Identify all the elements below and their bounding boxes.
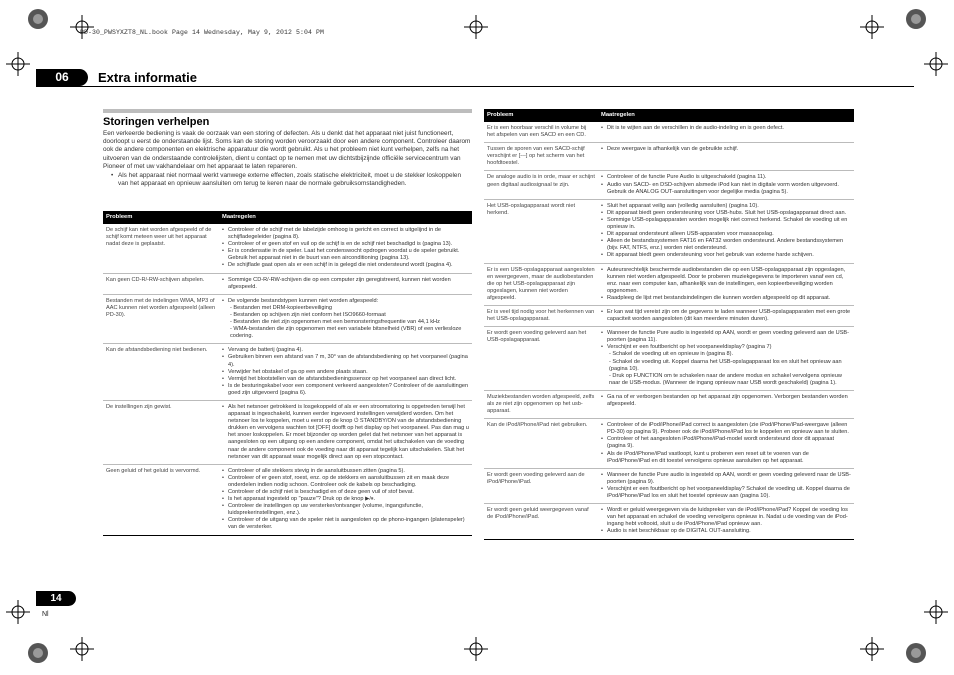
section-rule: [103, 109, 472, 113]
solution-bullet: • Als de iPod/iPhone/iPad vastloopt, kunt u proberen een reset uit te voeren van de iPod/iPhone/iPad en dit toestel vervolgens opnieuw aansluiten op het apparaat.: [601, 451, 851, 465]
solution-subitem: - Schakel de voeding uit. Koppel daarna het USB-opslagapparaat los en sluit het opnieuw aan (pagina 10).: [609, 358, 842, 372]
solution-cell: [219, 294, 472, 344]
solution-bullet: • Sommige USB-opslagapparaten worden mogelijk niet correct herkend. Schakel de voeding uit en opnieuw in.: [601, 217, 851, 231]
table-row: [103, 464, 472, 535]
solution-bullet: • Controleer of de schijf met de labelzijde omhoog is gericht en correct is uitgelijnd in de schijfladegeleider (pagina 8).: [222, 227, 469, 241]
solution-bullet: • Deze weergave is afhankelijk van de gebruikte schijf.: [601, 146, 851, 153]
solution-bullet: • Verschijnt er een fouttbericht op het voorpaneeldisplay? Schakel de voeding uit. Koppel daarna de iPod/iPhone/iPad los en sluit het toestel opnieuw aan (pagina 10).: [601, 486, 851, 500]
problem-cell: Tussen de sporen van een SACD-schijf verschijnt er [---] op het scherm van het hoofdtoestel.: [484, 143, 598, 171]
problem-cell: Kan de iPod/iPhone/iPad niet gebruiken.: [484, 419, 598, 469]
problem-cell: Kan geen CD-R/-RW-schijven afspelen.: [103, 273, 219, 294]
table-row: [103, 273, 472, 294]
solution-subitem: - Bestanden met DRM-kopieerbeveiliging: [230, 304, 332, 311]
solution-bullet: • Auteursrechtelijk beschermde audiobestanden die op een USB-opslagapparaat zijn opgeslagen, kunnen niet worden afgespeeld. Door te proberen muziekgegevens te importeren vanaf een cd, enz. naar een computer kan, afhankelijk van de instellingen, een kopieerbeveiliging worden opgenomen.: [601, 267, 851, 295]
solution-bullet: • Er is condensatie in de speler. Laat het condenswocht opdrogen voordat u de speler gebruikt. Gebruik het apparaat niet in de buurt van een airconditioning (pagina 13).: [222, 248, 469, 262]
crosshair-icon: [924, 600, 948, 624]
solution-cell: [598, 504, 854, 539]
solution-cell: [219, 273, 472, 294]
table-row: [484, 390, 854, 418]
solution-bullet: • Sluit het apparaat veilig aan (volledig aansluiten) (pagina 10).: [601, 203, 851, 210]
solution-bullet: • Raadpleeg de lijst met bestandsindelingen die kunnen worden afgespeeld op dit apparaat.: [601, 295, 851, 302]
solution-bullet: • Controleer of de functie Pure Audio is uitgeschakeld (pagina 11).: [601, 174, 851, 181]
problem-cell: Het USB-opslagapparaat wordt niet herkend.: [484, 199, 598, 263]
solution-cell: [598, 468, 854, 503]
crosshair-icon: [860, 15, 884, 39]
solution-bullet: • Dit is te wijten aan de verschillen in de audio-indeling en is geen defect.: [601, 125, 851, 132]
solution-bullet: • Wanneer de functie Pure audio is ingesteld op AAN, wordt er geen voeding geleverd aan de USB-poorten (pagina 11).: [601, 330, 851, 344]
solution-bullet: • Dit apparaat biedt geen ondersteuning voor het gebruik van externe harde schijven.: [601, 252, 851, 259]
table-row: [484, 122, 854, 143]
solution-bullet: • Controleer of de iPod/iPhone/iPad correct is aangesloten (zie iPod/iPhone/iPad-weergave (alleen PD-30) op pagina 9). Probeer ook de iPod/iPhone/iPad los te koppelen en opnieuw aan te sluiten.: [601, 422, 851, 436]
solution-bullet: • Wordt er geluid weergegeven via de luidspreker van de iPod/iPhone/iPad? Koppel de voeding los van het apparaat en schakel de voeding vervolgens opnieuw in. Nadat u de voeding van de iPod-ingang hebt voltooid, sluit u de iPod/iPhone/iPad opnieuw aan.: [601, 507, 851, 528]
solution-bullet: • Verwijder het obstakel of ga op een andere plaats staan.: [222, 369, 469, 376]
solution-bullet: • Verschijnt er een fouttbericht op het voorpaneeldisplay? (pagina 7): [601, 344, 851, 351]
section-intro: [103, 130, 472, 188]
solution-cell: [219, 400, 472, 464]
problem-cell: Kan de afstandsbediening niet bedienen.: [103, 344, 219, 401]
problem-cell: Er is veel tijd nodig voor het herkennen van het USB-opslagapparaat.: [484, 305, 598, 326]
table-row: [484, 419, 854, 469]
solution-bullet: • Ga na of er verborgen bestanden op het apparaat zijn opgenomen. Verborgen bestanden worden afgespeeld.: [601, 394, 851, 408]
solution-bullet: • De volgende bestandstypen kunnen niet worden afgespeeld:: [222, 298, 469, 305]
chapter-number: 06: [36, 69, 88, 86]
problem-cell: Geen geluid of het geluid is vervormd.: [103, 464, 219, 535]
table-row: [103, 294, 472, 344]
solution-cell: [598, 263, 854, 305]
page-number: 14: [36, 591, 76, 606]
crosshair-icon: [464, 15, 488, 39]
solution-bullet: • Sommige CD-R/-RW-schijven die op een computer zijn geregistreerd, kunnen niet worden afgespeeld.: [222, 277, 469, 291]
crosshair-icon: [464, 637, 488, 661]
registration-mark-icon: [26, 641, 50, 665]
table-row: [484, 504, 854, 539]
crosshair-icon: [860, 637, 884, 661]
table-row: [484, 143, 854, 171]
intro-bullet: • Als het apparaat niet normaal werkt vanwege externe effecten, zoals statische elektriciteit, moet u de stekker loskoppelen van het apparaat en opnieuw aansluiten om terug te keren naar de normale gebruiksomstandigheden.: [111, 172, 472, 188]
problem-cell: Bestanden met de indelingen WMA, MP3 of AAC kunnen niet worden afgespeeld (alleen PD-30).: [103, 294, 219, 344]
registration-mark-icon: [26, 7, 50, 31]
solution-subitem: - Bestanden die niet zijn opgenomen met een bemonsteringsfrequentie van 44,1 kHz: [230, 319, 440, 326]
solution-cell: [598, 122, 854, 143]
solution-bullet: • Dit apparaat biedt geen ondersteuning voor USB-hubs. Sluit het USB-opslagapparaat direct aan.: [601, 210, 851, 217]
solution-bullet: • Audio van SACD- en DSD-schijven alsmede iPod kan niet in digitale vorm worden uitgevoerd. Gebruik de ANALOG OUT-aansluitingen voor degelijke media (pagina 5).: [601, 182, 851, 196]
solution-cell: [598, 419, 854, 469]
solution-bullet: • Gebruiken binnen een afstand van 7 m, 30° van de afstandsbediening op het voorpaneel (pagina 4).: [222, 354, 469, 368]
problem-cell: De schijf kan niet worden afgespeeld of de schijf komt meteen weer uit het apparaat nadat deze is geplaatst.: [103, 224, 219, 273]
solution-bullet: • Controleer of er geen stof, roest, enz. op de stekkers en aansluitbussen zit en maak deze onderdelen indien nodig schoon. Controleer ook de kabels op beschadiging.: [222, 475, 469, 489]
table-row: [484, 327, 854, 391]
solution-bullet: • Vervang de batterij (pagina 4).: [222, 347, 469, 354]
table-row: [103, 344, 472, 401]
solution-bullet: • Is het apparaat ingesteld op "pauze"? Druk op de knop ▶/⏸.: [222, 496, 469, 503]
solution-cell: [219, 224, 472, 273]
page-language: Nl: [42, 611, 49, 618]
solution-bullet: • Als het netsnoer getrokkerd is losgekoppeld of als er een stroomstoring is opgetreden terwijl het apparaat is ingeschakeld, kunnen eerder ingevoerd instellingen verwijderd worden. Om het netsnoer los te koppelen, moet u eerst op de knop ⏻ STANDBY/ON van de afstandsbediening drukken en vervolgens wachten tot [OFF] doofft op het display op het voorpaneel. Pas dan mag u het snoer loskoppelen. Er moet bijzonder op worden gelet dat het netsnoer van het apparaat is aangesloten op een uitgang op een andere component, omdat het uitschakelen van de voeding naar de andere component ook de voeding naar dit apparaat tegelijk kan uitschakelen. Sluit het netsnoer van dit apparaat waar mogelijk direct aan op een stopcontact.: [222, 404, 469, 461]
crosshair-icon: [6, 600, 30, 624]
column-header-problem: Probleem: [103, 211, 219, 224]
solution-bullet: • Dit apparaat ondersteunt alleen USB-apparaten voor massaopslag.: [601, 231, 851, 238]
solution-bullet: • Controleer de instellingen op uw versterker/ontvanger (volume, ingangsfunctie, luidsprekerinstellingen, enz.).: [222, 503, 469, 517]
troubleshooting-table-left: [103, 211, 472, 536]
print-header: PD-30_PWSYXZT8_NL.book Page 14 Wednesday, May 9, 2012 5:04 PM: [80, 29, 325, 36]
solution-bullet: • Audio is niet beschikbaar op de DIGITAL OUT-aansluiting.: [601, 528, 851, 535]
solution-cell: [219, 344, 472, 401]
table-row: [484, 199, 854, 263]
table-row: [484, 263, 854, 305]
chapter-title: Extra informatie: [98, 70, 197, 85]
table-row: [484, 171, 854, 199]
crosshair-icon: [924, 52, 948, 76]
problem-cell: De analoge audio is in orde, maar er schijnt geen digitaal audiosignaal te zijn.: [484, 171, 598, 199]
table-row: [484, 468, 854, 503]
solution-cell: [598, 327, 854, 391]
problem-cell: De instellingen zijn gewist.: [103, 400, 219, 464]
table-row: [103, 400, 472, 464]
table-row: [484, 305, 854, 326]
problem-cell: Muziekbestanden worden afgespeeld, zelfs als ze niet zijn opgenomen op het usb-apparaat.: [484, 390, 598, 418]
crosshair-icon: [70, 637, 94, 661]
solution-subitem: - Schakel de voeding uit en opnieuw in (pagina 8).: [609, 351, 734, 358]
registration-mark-icon: [904, 641, 928, 665]
intro-paragraph: Een verkeerde bediening is vaak de oorzaak van een storing of defecten. Als u denkt dat het apparaat niet juist functioneert, doorloopt u eerst de onderstaande lijst. Soms kan de storing worden veroorzaakt door een andere component. Controleer daarom ook de andere componenten en elektrische apparatuur die wordt gebruikt. Als u het probleem niet kunt verhelpen, zelfs na het uitvoeren van de onderstaande controlelijsten, dient u contact op te nemen met uw dichtstbijzijnde officiële servicecentrum van Pioneer of met uw vakhandelaar om het apparaat te laten repareren.: [103, 130, 471, 170]
solution-cell: [598, 143, 854, 171]
solution-bullet: • Wanneer de functie Pure audio is ingesteld op AAN, wordt er geen voeding geleverd naar de USB-poorten (pagina 9).: [601, 472, 851, 486]
column-header-problem: Probleem: [484, 109, 598, 122]
solution-bullet: • Controleer of de uitgang van de speler niet is aangesloten op de phono-ingangen (platenspeler) van de versterker.: [222, 517, 469, 531]
crosshair-icon: [6, 52, 30, 76]
solution-cell: [598, 171, 854, 199]
solution-bullet: • Controleer of de schijf niet is beschadigd en of deze geen vuil of stof bevat.: [222, 489, 469, 496]
solution-bullet: • De schijflade gaat open als er een schijf in is gelegd die niet ondersteund wordt (pagina 4).: [222, 262, 469, 269]
registration-mark-icon: [904, 7, 928, 31]
problem-cell: Er is een USB-opslagapparaat aangesloten en weergegeven, maar de audiobestanden die op het USB-opslagapparaat zijn opgeslagen, kunnen niet worden afgespeeld.: [484, 263, 598, 305]
solution-subitem: - Bestanden op schijven zijn niet conform het ISO9660-formaat: [230, 311, 386, 318]
table-row: [103, 224, 472, 273]
solution-subitem: - Druk op FUNCTION om te schakelen naar de andere modus en schakel vervolgens opnieuw naar de USB-modus. (Wanneer de ingang opnieuw naar USB wordt geschakeld) (pagina 1).: [609, 372, 842, 386]
solution-bullet: • Vermijd het blootstellen van de afstandsbedieningssensor op het voorpaneel aan direct licht.: [222, 376, 469, 383]
solution-cell: [598, 390, 854, 418]
solution-cell: [598, 305, 854, 326]
solution-bullet: • Is de besturingskabel voor een component verkeerd aangesloten? Controleer of de aansluitingen goed zijn uitgevoerd (pagina 6).: [222, 383, 469, 397]
problem-cell: Er is een hoorbaar verschil in volume bij het afspelen van een SACD en een CD.: [484, 122, 598, 143]
solution-bullet: • Controleer of er geen stof en vuil op de schijf is en de schijf niet beschadigd is (pagina 13).: [222, 241, 469, 248]
solution-cell: [219, 464, 472, 535]
solution-bullet: • Er kan wat tijd vereist zijn om de gegevens te laden wanneer USB-opslagapparaten met een grote capaciteit worden aangesloten (dit kan meerdere minuten duren).: [601, 309, 851, 323]
troubleshooting-table-right: [484, 109, 854, 540]
problem-cell: Er wordt geen geluid weergegeven vanaf de iPod/iPhone/iPad.: [484, 504, 598, 539]
column-header-solution: Maatregelen: [219, 211, 472, 224]
section-title: Storingen verhelpen: [103, 116, 210, 128]
solution-subitem: - WMA-bestanden die zijn opgenomen met een variabele bitsnelheid (VBR) of een verliesloze codering.: [230, 326, 462, 340]
solution-bullet: • Alleen de bestandssystemen FAT16 en FAT32 worden ondersteund. Andere bestandssystemen (bijv. FAT, NTFS, enz.) worden niet ondersteund.: [601, 238, 851, 252]
solution-bullet: • Controleer of alle stekkers stevig in de aansluitbussen zitten (pagina 5).: [222, 468, 469, 475]
problem-cell: Er wordt geen voeding geleverd aan de iPod/iPhone/iPad.: [484, 468, 598, 503]
solution-bullet: • Controleer of het aangesloten iPod/iPhone/iPad-model wordt ondersteund door dit apparaat (pagina 9).: [601, 436, 851, 450]
problem-cell: Er wordt geen voeding geleverd aan het USB-opslagapparaat.: [484, 327, 598, 391]
solution-cell: [598, 199, 854, 263]
column-header-solution: Maatregelen: [598, 109, 854, 122]
